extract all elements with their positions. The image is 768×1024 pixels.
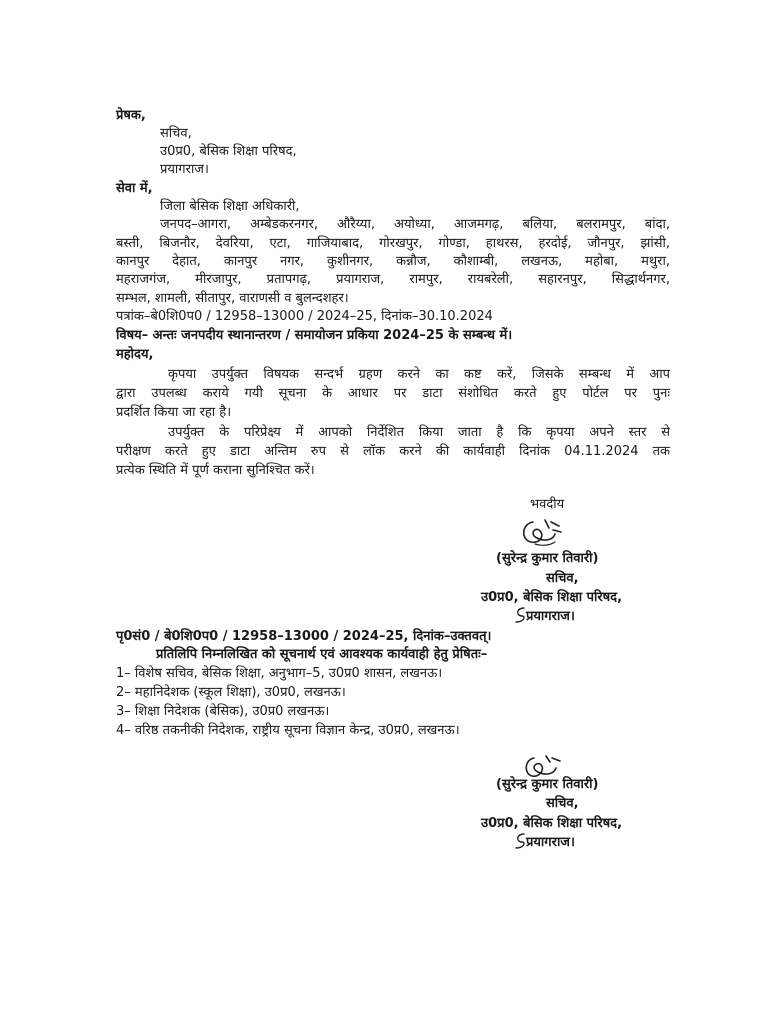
salutation: महोदय,	[116, 347, 154, 362]
district-line: बस्ती, बिजनौर, देवरिया, एटा, गाजियाबाद, गोरखपुर, गोण्डा, हाथरस, हरदोई, जौनपुर, झांसी,	[116, 236, 670, 251]
closing: भवदीय	[530, 497, 565, 512]
signatory-city: प्रयागराज।	[526, 609, 575, 624]
signatory-designation: सचिव,	[546, 796, 579, 811]
initial-mark	[512, 604, 528, 626]
subject-line: विषय– अन्तः जनपदीय स्थानान्तरण / समायोजन प्रकिया 2024–25 के सम्बन्ध में।	[116, 328, 513, 343]
signatory-name: (सुरेन्द्र कुमार तिवारी)	[496, 551, 599, 566]
copy-list-item: 2– महानिदेशक (स्कूल शिक्षा), उ0प्र0, लखनऊ।	[116, 685, 346, 700]
paragraph-line: द्वारा उपलब्ध कराये गयी सूचना के आधार पर डाटा संशोधित करते हुए पोर्टल पर पुनः	[116, 386, 670, 401]
sender-line: सचिव,	[160, 126, 192, 141]
initial-mark	[512, 830, 528, 852]
sender-line: प्रयागराज।	[160, 162, 209, 177]
signatory-city: प्रयागराज।	[526, 835, 575, 850]
sender-label: प्रेषक,	[116, 108, 146, 123]
district-line: महराजगंज, मीरजापुर, प्रतापगढ़, प्रयागराज, रामपुर, रायबरेली, सहारनपुर, सिद्धार्थनगर,	[116, 272, 670, 287]
copy-list-item: 4– वरिष्ठ तकनीकी निदेशक, राष्ट्रीय सूचना विज्ञान केन्द्र, उ0प्र0, लखनऊ।	[116, 723, 460, 738]
paragraph-line: प्रदर्शित किया जा रहा है।	[116, 405, 232, 420]
paragraph-line: परीक्षण करते हुए डाटा अन्तिम रुप से लॉक करने की कार्यवाही दिनांक 04.11.2024 तक	[116, 444, 670, 459]
signatory-designation: सचिव,	[546, 571, 579, 586]
reference-number: पत्रांक–बे0शि0प0 / 12958–13000 / 2024–25, दिनांक–30.10.2024	[116, 309, 493, 324]
recipient-title: जिला बेसिक शिक्षा अधिकारी,	[160, 199, 300, 214]
sender-line: उ0प्र0, बेसिक शिक्षा परिषद,	[160, 144, 297, 159]
district-line: कानपुर देहात, कानपुर नगर, कुशीनगर, कन्नौज, कौशाम्बी, लखनऊ, महोबा, मथुरा,	[116, 254, 670, 269]
copy-reference: पृ0सं0 / बे0शि0प0 / 12958–13000 / 2024–25, दिनांक–उक्तवत्।	[116, 629, 492, 644]
copy-heading: प्रतिलिपि निम्नलिखित को सूचनार्थ एवं आवश्यक कार्यवाही हेतु प्रेषितः–	[156, 647, 488, 662]
recipient-label: सेवा में,	[116, 181, 153, 196]
district-line: जनपद–आगरा, अम्बेडकरनगर, औरैय्या, अयोध्या, आजमगढ़, बलिया, बलरामपुर, बांदा,	[160, 217, 670, 232]
signatory-office: उ0प्र0, बेसिक शिक्षा परिषद,	[481, 590, 623, 605]
signatory-office: उ0प्र0, बेसिक शिक्षा परिषद,	[481, 816, 623, 831]
district-line: सम्भल, शामली, सीतापुर, वाराणसी व बुलन्दशहर।	[116, 291, 349, 306]
signatory-name: (सुरेन्द्र कुमार तिवारी)	[496, 777, 599, 792]
paragraph-line: कृपया उपर्युक्त विषयक सन्दर्भ ग्रहण करने का कष्ट करें, जिसके सम्बन्ध में आप	[168, 367, 670, 382]
paragraph-line: उपर्युक्त के परिप्रेक्ष्य में आपको निर्देशित किया जाता है कि कृपया अपने स्तर से	[168, 425, 670, 440]
copy-list-item: 3– शिक्षा निदेशक (बेसिक), उ0प्र0 लखनऊ।	[116, 704, 330, 719]
paragraph-line: प्रत्येक स्थिति में पूर्ण कराना सुनिश्चित करें।	[116, 463, 315, 478]
copy-list-item: 1– विशेष सचिव, बेसिक शिक्षा, अनुभाग–5, उ0प्र0 शासन, लखनऊ।	[116, 666, 443, 681]
